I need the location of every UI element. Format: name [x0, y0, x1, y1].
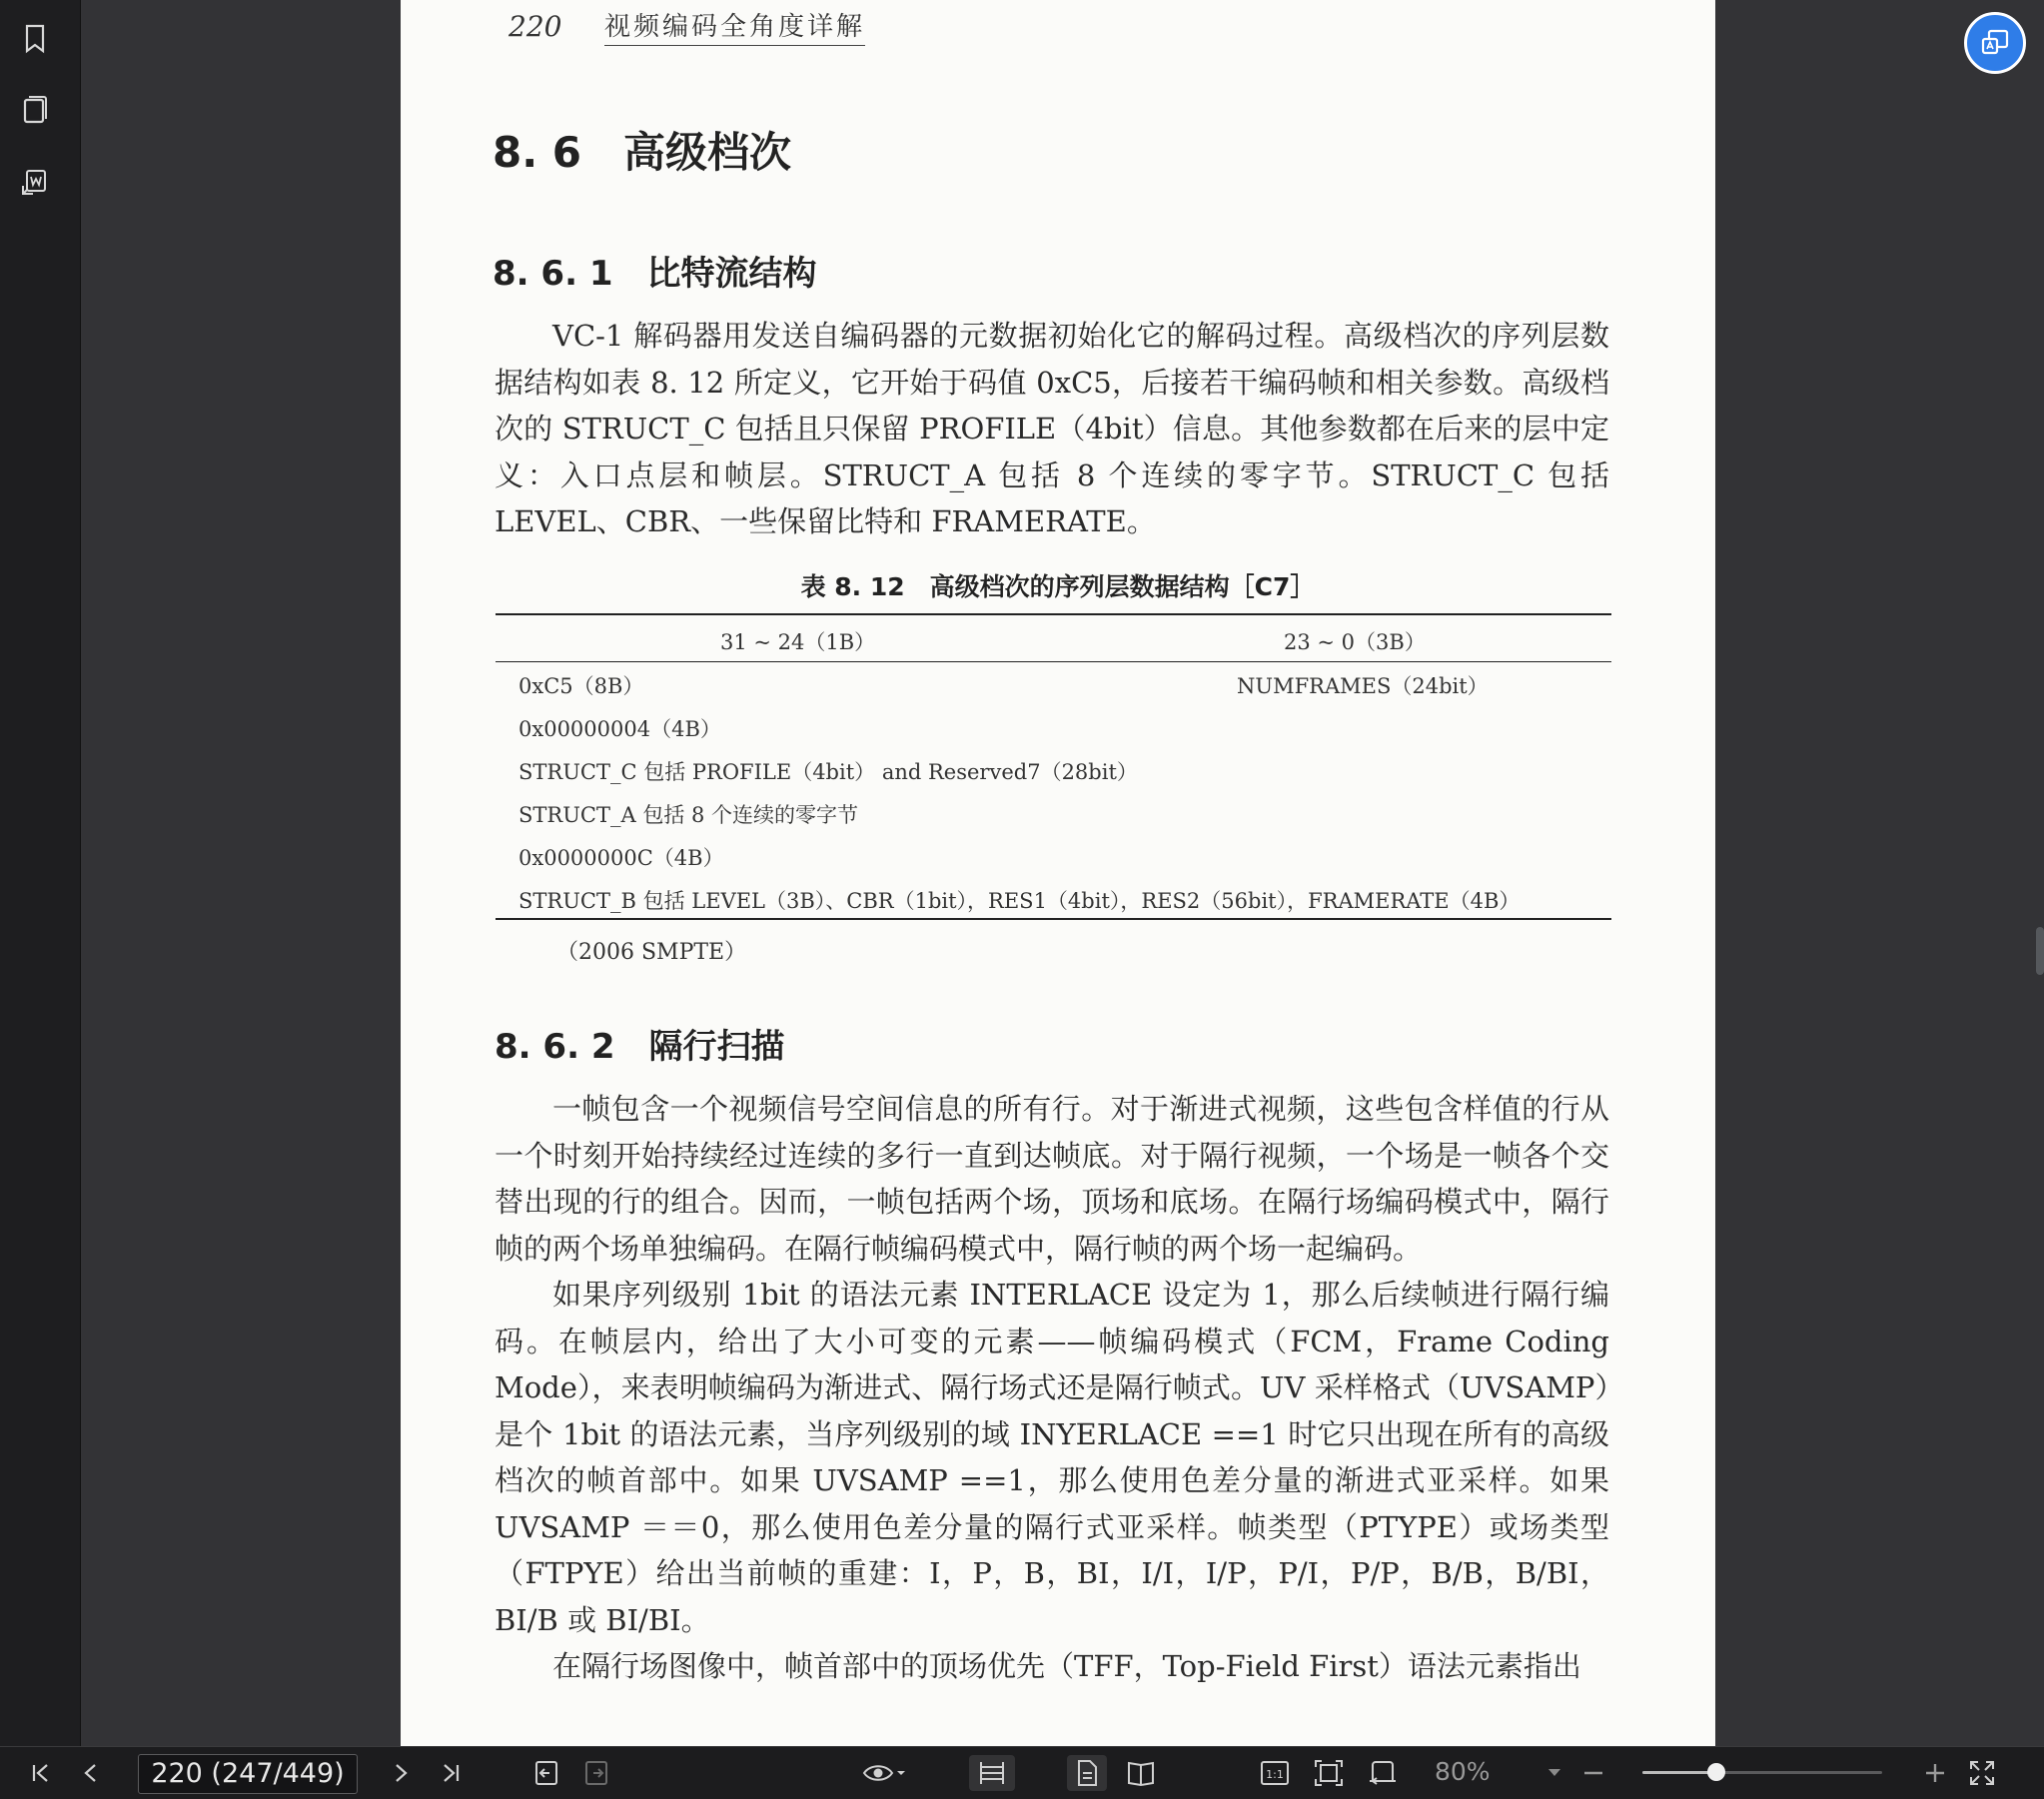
zoom-in-icon[interactable] [1920, 1755, 1950, 1791]
table-header-rule [496, 661, 1611, 662]
left-sidebar [0, 0, 81, 1746]
table-bottom-rule [496, 918, 1611, 920]
table-header-col1: 31 ~ 24（1B） [720, 630, 876, 654]
zoom-slider-fill [1642, 1771, 1716, 1774]
next-page-icon[interactable] [386, 1755, 416, 1791]
subsection-heading-2: 8. 6. 2 隔行扫描 [495, 1027, 785, 1067]
thumbnails-icon[interactable] [18, 94, 52, 128]
table-cell: STRUCT_A 包括 8 个连续的零字节 [518, 803, 859, 827]
table-cell: 0x0000000C（4B） [518, 846, 724, 870]
table-top-rule [496, 613, 1611, 615]
page-number-input[interactable]: 220 (247/449) [138, 1754, 358, 1794]
viewer-background-right [1715, 0, 2044, 1746]
first-page-icon[interactable] [26, 1755, 56, 1791]
fit-width-icon[interactable] [969, 1755, 1015, 1791]
paragraph-text: 如果序列级别 1bit 的语法元素 INTERLACE 设定为 1，那么后续帧进行隔行编码。在帧层内，给出了大小可变的元素——帧编码模式（FCM，Frame Coding Mode），来表明帧编码为渐进式、隔行场式还是隔行帧式。UV 采样格式（UVSAMP）是个 1bit 的语法元素，当序列级别的域 INYERLACE ==1 时它只出现在所有的高级档次的帧首部中。如果 UVSAMP ==1，那么使用色差分量的渐进式亚采样。如果 UVSAMP ＝＝0，那么使用色差分量的隔行式亚采样。帧类型（PTYPE）或场类型（FTPYE）给出当前帧的重建：I，P，B，BI，I/I，I/P，P/I，P/P，B/B，B/BI，BI/B 或 BI/BI。 [495, 1278, 1609, 1637]
document-page [401, 0, 1715, 1746]
fit-page-icon[interactable] [1311, 1755, 1347, 1791]
paragraph-text: 在隔行场图像中，帧首部中的顶场优先（TFF，Top-Field First）语法元素指出 [552, 1649, 1581, 1683]
table-cell: STRUCT_C 包括 PROFILE（4bit） and Reserved7（28bit） [518, 760, 1138, 784]
svg-text:1:1: 1:1 [1266, 1768, 1284, 1781]
section-heading: 8. 6 高级档次 [493, 128, 792, 177]
translate-icon [1980, 28, 2010, 58]
zoom-slider[interactable] [1642, 1771, 1882, 1774]
subsection-heading-1: 8. 6. 1 比特流结构 [493, 254, 817, 294]
fullscreen-icon[interactable] [1966, 1755, 1998, 1791]
zoom-slider-handle[interactable] [1707, 1763, 1725, 1781]
two-page-icon[interactable] [1121, 1755, 1161, 1791]
rotate-icon[interactable] [1365, 1755, 1401, 1791]
paragraph-bitstream [495, 313, 1609, 545]
table-cell: 0x00000004（4B） [518, 717, 721, 741]
paragraph-text: VC-1 解码器用发送自编码器的元数据初始化它的解码过程。高级档次的序列层数据结构如表 8. 12 所定义，它开始于码值 0xC5，后接若干编码帧和相关参数。高级档次的 STRUCT_C 包括且只保留 PROFILE（4bit）信息。其他参数都在后来的层中定义：入口点层和帧层。STRUCT_A 包括 8 个连续的零字节。STRUCT_C 包括 LEVEL、CBR、一些保留比特和 FRAMERATE。 [495, 319, 1609, 538]
eye-icon[interactable] [859, 1755, 909, 1791]
page-number: 220 [509, 10, 562, 43]
table-header-col2: 23 ~ 0（3B） [1284, 630, 1426, 654]
bookmark-icon[interactable] [18, 22, 52, 56]
table-cell: NUMFRAMES（24bit） [1237, 674, 1489, 698]
annotations-export-icon[interactable] [18, 166, 52, 200]
forward-icon[interactable] [579, 1755, 613, 1791]
table-cell: STRUCT_B 包括 LEVEL（3B）、CBR（1bit），RES1（4bit），RES2（56bit），FRAMERATE（4B） [518, 889, 1521, 913]
vertical-scrollbar-thumb[interactable] [2036, 927, 2044, 975]
bottom-toolbar [0, 1746, 2044, 1799]
table-cell: 0xC5（8B） [518, 674, 644, 698]
single-page-icon[interactable] [1067, 1755, 1107, 1791]
zoom-out-icon[interactable] [1578, 1755, 1608, 1791]
zoom-dropdown-icon[interactable] [1542, 1755, 1566, 1791]
back-icon[interactable] [529, 1755, 563, 1791]
paragraph-interlace [495, 1086, 1609, 1690]
floating-translate-button[interactable] [1964, 12, 2026, 74]
actual-size-icon[interactable] [1257, 1755, 1293, 1791]
table-source: （2006 SMPTE） [556, 940, 747, 965]
last-page-icon[interactable] [436, 1755, 466, 1791]
prev-page-icon[interactable] [76, 1755, 106, 1791]
running-header: 视频编码全角度详解 [604, 6, 865, 46]
paragraph-text: 一帧包含一个视频信号空间信息的所有行。对于渐进式视频，这些包含样值的行从一个时刻开始持续经过连续的多行一直到达帧底。对于隔行视频，一个场是一帧各个交替出现的行的组合。因而，一帧包括两个场，顶场和底场。在隔行场编码模式中，隔行帧的两个场单独编码。在隔行帧编码模式中，隔行帧的两个场一起编码。 [495, 1092, 1609, 1266]
table-caption: 表 8. 12 高级档次的序列层数据结构［C7］ [800, 572, 1316, 601]
viewer-background-left [81, 0, 401, 1746]
zoom-level[interactable]: 80% [1435, 1757, 1491, 1786]
